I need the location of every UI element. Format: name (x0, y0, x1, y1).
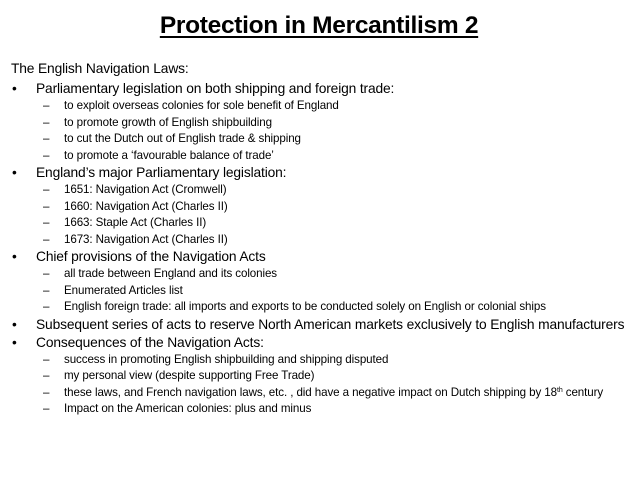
sub-item-text: 1660: Navigation Act (Charles II) (64, 199, 228, 213)
dash-icon: – (43, 267, 50, 280)
sub-item (11, 216, 631, 231)
bullet-text: Consequences of the Navigation Acts: (36, 334, 264, 350)
bullet-icon: • (12, 316, 17, 332)
sub-item-text: to cut the Dutch out of English trade & shipping (64, 132, 301, 145)
ordinal-superscript: th (557, 386, 563, 394)
dash-icon: – (43, 300, 50, 313)
bullet-parliamentary-legislation (11, 81, 631, 97)
sub-item (11, 300, 631, 315)
dash-icon: – (43, 402, 50, 415)
sub-item (11, 284, 631, 299)
dash-icon: – (43, 115, 50, 129)
bullet-text: England’s major Parliamentary legislation: (36, 165, 287, 180)
bullet-icon: • (12, 334, 17, 350)
sub-item-text: 1673: Navigation Act (Charles II) (64, 232, 228, 246)
bullet-text: Subsequent series of acts to reserve North American markets exclusively to English manufacturers (36, 316, 625, 332)
bullet-consequences (11, 335, 631, 351)
sub-item-text: my personal view (despite supporting Free Trade) (64, 369, 315, 382)
sub-item-text: success in promoting English shipbuilding and shipping disputed (64, 352, 389, 366)
dash-icon: – (43, 148, 50, 162)
dash-icon: – (43, 216, 50, 229)
bullet-icon: • (12, 165, 17, 180)
sub-item-text: to promote a ‘favourable balance of trade’ (64, 148, 274, 162)
bullet-major-legislation (11, 165, 631, 181)
sub-item-text-main: these laws, and French navigation laws, etc. , did have a negative impact on Dutch shipping by 18 (64, 385, 557, 399)
sub-item-text-continuation: century (565, 385, 604, 399)
sub-item-text (64, 386, 603, 399)
sub-item (11, 402, 631, 417)
dash-icon: – (43, 132, 50, 145)
sub-item-text: 1651: Navigation Act (Cromwell) (64, 183, 227, 196)
bullet-chief-provisions (11, 249, 631, 265)
dash-icon: – (43, 183, 50, 196)
sub-item (11, 233, 631, 248)
sub-item (11, 200, 631, 215)
sub-item (11, 116, 631, 131)
sub-item (11, 386, 631, 401)
dash-icon: – (43, 385, 50, 399)
sub-item-text: English foreign trade: all imports and exports to be conducted solely on English or colonial ships (64, 300, 546, 313)
sub-item (11, 132, 631, 147)
slide-title: Protection in Mercantilism 2 (159, 12, 479, 39)
dash-icon: – (43, 283, 50, 297)
sub-item-text: 1663: Staple Act (Charles II) (64, 216, 207, 229)
sub-item (11, 267, 631, 282)
sub-item-text: Enumerated Articles list (64, 283, 183, 297)
sub-item (11, 99, 631, 114)
bullet-icon: • (12, 249, 17, 264)
sub-item-text: to promote growth of English shipbuilding (64, 115, 272, 129)
dash-icon: – (43, 352, 50, 366)
dash-icon: – (43, 99, 50, 112)
sub-item (11, 183, 631, 198)
sub-item-text: all trade between England and its colonies (64, 267, 278, 280)
dash-icon: – (43, 199, 50, 213)
bullet-icon: • (12, 81, 17, 96)
sub-item-text: Impact on the American colonies: plus and minus (64, 402, 312, 415)
bullet-subsequent-acts (11, 317, 631, 333)
sub-item (11, 149, 631, 164)
dash-icon: – (43, 369, 50, 382)
bullet-text: Parliamentary legislation on both shipping and foreign trade: (36, 81, 395, 96)
dash-icon: – (43, 232, 50, 246)
sub-item (11, 369, 631, 384)
sub-item-text: to exploit overseas colonies for sole benefit of England (64, 99, 339, 112)
slide-body (11, 60, 631, 419)
sub-item (11, 353, 631, 368)
intro-text: The English Navigation Laws: (11, 61, 189, 76)
bullet-text: Chief provisions of the Navigation Acts (36, 249, 266, 264)
